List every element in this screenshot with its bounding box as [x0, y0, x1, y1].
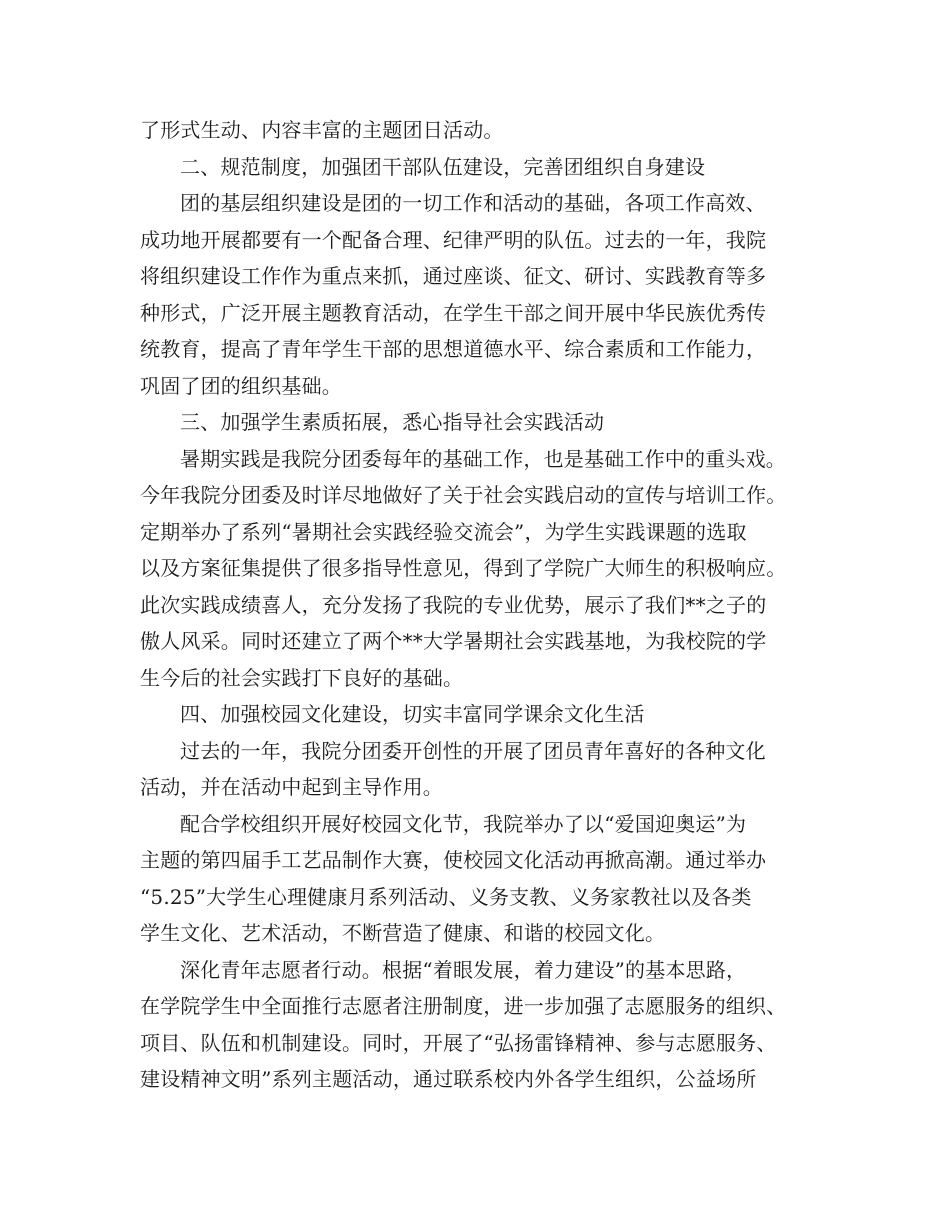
text-line: 项目、队伍和机制建设。同时，开展了“弘扬雷锋精神、参与志愿服务、 — [140, 1030, 777, 1055]
text-line: 在学院学生中全面推行志愿者注册制度，进一步加强了志愿服务的组织、 — [140, 994, 787, 1018]
text-line: 今年我院分团委及时详尽地做好了关于社会实践启动的宣传与培训工作。 — [140, 483, 787, 507]
text-line: 建设精神文明”系列主题活动，通过联系校内外各学生组织，公益场所 — [140, 1067, 757, 1091]
text-line: 定期举办了系列“暑期社会实践经验交流会”，为学生实践课题的选取 — [140, 519, 747, 544]
text-line: 成功地开展都要有一个配备合理、纪律严明的队伍。过去的一年，我院 — [140, 227, 767, 252]
text-line: 巩固了团的组织基础。 — [140, 373, 342, 398]
document-body — [140, 112, 840, 1098]
text-line: 统教育，提高了青年学生干部的思想道德水平、综合素质和工作能力， — [140, 337, 767, 361]
text-line: 四、加强校园文化建设，切实丰富同学课余文化生活 — [180, 702, 645, 726]
text-line: 配合学校组织开展好校园文化节，我院举办了以“爱国迎奥运”为 — [180, 811, 747, 836]
text-line: 种形式，广泛开展主题教育活动，在学生干部之间开展中华民族优秀传 — [140, 300, 767, 325]
text-line: 二、规范制度，加强团干部队伍建设，完善团组织自身建设 — [180, 154, 706, 179]
text-line: “5.25”大学生心理健康月系列活动、义务支教、义务家教社以及各类 — [140, 884, 752, 909]
text-line: 学生文化、艺术活动，不断营造了健康、和谐的校园文化。 — [140, 921, 666, 945]
text-line: 团的基层组织建设是团的一切工作和活动的基础，各项工作高效、 — [180, 191, 766, 215]
text-line: 深化青年志愿者行动。根据“着眼发展，着力建设”的基本思路， — [180, 957, 747, 982]
text-line: 暑期实践是我院分团委每年的基础工作，也是基础工作中的重头戏。 — [180, 446, 786, 471]
text-line: 三、加强学生素质拓展，悉心指导社会实践活动 — [180, 410, 605, 434]
text-line: 了形式生动、内容丰富的主题团日活动。 — [140, 118, 504, 142]
text-line: 主题的第四届手工艺品制作大赛，使校园文化活动再掀高潮。通过举办 — [140, 848, 767, 872]
text-line: 生今后的社会实践打下良好的基础。 — [140, 665, 464, 690]
text-line: 将组织建设工作作为重点来抓，通过座谈、征文、研讨、实践教育等多 — [140, 264, 767, 288]
text-line: 活动，并在活动中起到主导作用。 — [140, 775, 443, 799]
text-line: 此次实践成绩喜人，充分发扬了我院的专业优势，展示了我们**之子的 — [140, 592, 767, 617]
text-line: 以及方案征集提供了很多指导性意见，得到了学院广大师生的积极响应。 — [140, 556, 787, 580]
text-line: 傲人风采。同时还建立了两个**大学暑期社会实践基地，为我校院的学 — [140, 629, 767, 653]
text-line: 过去的一年，我院分团委开创性的开展了团员青年喜好的各种文化 — [180, 738, 766, 763]
